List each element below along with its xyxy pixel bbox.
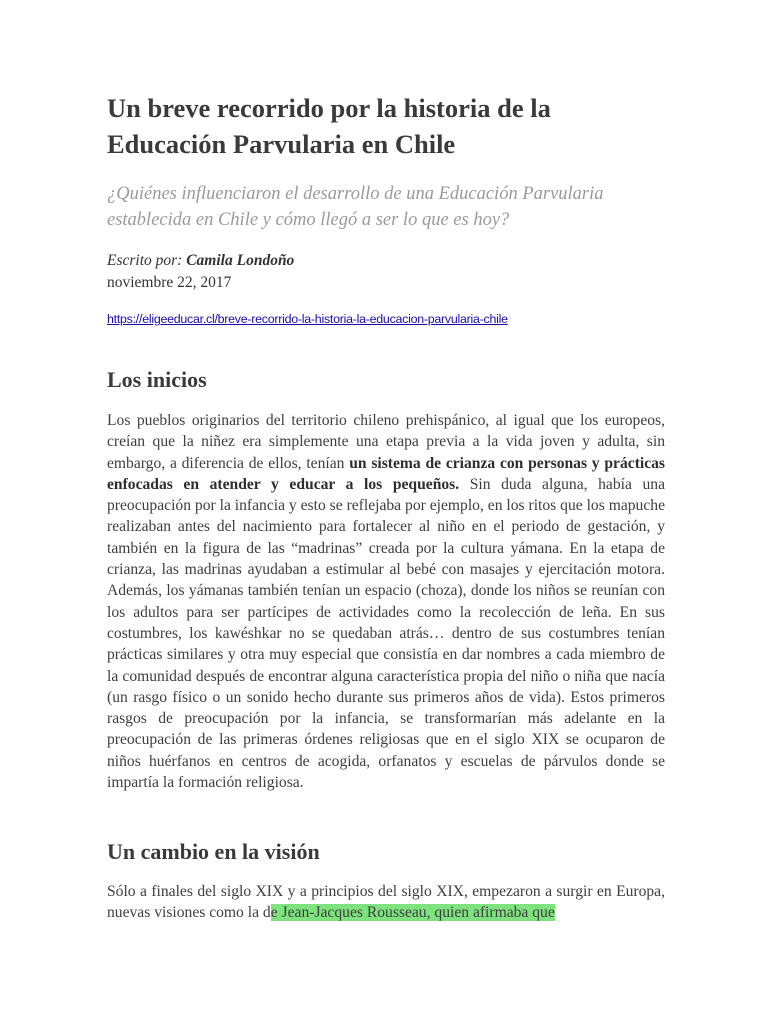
highlighted-text: e Jean-Jacques Rousseau, quien afirmaba que [270,904,555,922]
byline [107,250,294,272]
author-name: Camila Londoño [186,252,295,269]
paragraph-text: Sin duda alguna, había una preocupación por la infancia y esto se reflejaba por ejemplo, en los ritos que los mapuche realizaban antes del nacimiento para fortalecer al niño en el periodo de gestación, y también en la figura de las “madrinas” creada por la cultura yámana. En la etapa de crianza, las madrinas ayudaban a estimular al bebé con masajes y ejercitación motora. Además, los yámanas también tenían un espacio (choza), donde los niños se reunían con los adultos para ser partícipes de actividades como la recolección de leña. En sus costumbres, los kawéshkar no se quedaban atrás… dentro de sus costumbres tenían prácticas similares y otra muy especial que consistía en dar nombres a cada miembro de la comunidad después de encontrar alguna característica propia del niño o niña que nacía (un rasgo físico o un sonido hecho durante sus primeros años de vida). Estos primeros rasgos de preocupación por la infancia, se transformarían más adelante en la preocupación de las primeras órdenes religiosas que en el siglo XIX se ocuparon de niños huérfanos en centros de acogida, orfanatos y escuelas de párvulos donde se impartía la formación religiosa. [107,475,665,792]
section-paragraph-cambio-vision [107,881,665,924]
section-heading-cambio-vision: Un cambio en la visión [107,839,320,864]
bold-emphasis: un sistema de crianza con personas y prácticas enfocadas en atender y educar a los pequeños. [107,454,665,493]
publish-date: noviembre 22, 2017 [107,274,232,291]
written-by-label: Escrito por: [107,252,183,269]
paragraph-text: Los pueblos originarios del territorio chileno prehispánico, al igual que los europeos, creían que la niñez era simplemente una etapa previa a la vida joven y adulta, sin embargo, a diferencia de ellos, tenían [107,412,665,472]
section-heading-los-inicios: Los inicios [107,367,207,392]
source-link[interactable]: https://eligeeducar.cl/breve-recorrido-la-historia-la-educacion-parvularia-chile [107,312,508,326]
section-paragraph-los-inicios [107,410,665,793]
paragraph-text: Sólo a finales del siglo XIX y a principios del siglo XIX, empezaron a surgir en Europa, nuevas visiones como la d [107,883,665,922]
article-subtitle: ¿Quiénes influenciaron el desarrollo de una Educación Parvularia establecida en Chile y cómo llegó a ser lo que es hoy? [107,184,604,230]
article-title: Un breve recorrido por la historia de la Educación Parvularia en Chile [107,93,551,159]
